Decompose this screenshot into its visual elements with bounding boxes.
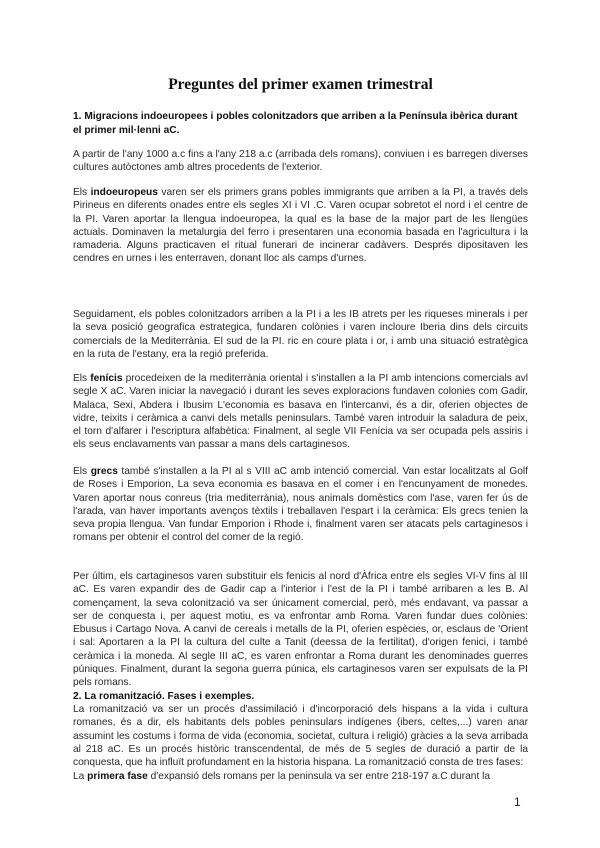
bold-term-primera-fase: primera fase <box>87 771 148 782</box>
page-title: Preguntes del primer examen trimestral <box>168 76 433 93</box>
paragraph-lead: Els <box>73 187 91 198</box>
paragraph-intro: A partir de l'any 1000 a.c fins a l'any 218 a.c (arribada dels romans), conviuen i es barregen diverses cultures autòctones amb altres procedents de l'exterior. <box>73 149 528 174</box>
bold-term-grecs: grecs <box>90 466 118 477</box>
bold-term-fenicis: fenícis <box>90 373 123 384</box>
paragraph-rest: varen ser els primers grans pobles immigrants que arriben a la PI, a través dels Pirineus en diferents onades entre els segles XI i VI .C. Varen ocupar sobretot el nord i el centre de la PI. Varen aportar la llengua indoeuropea, la qual es la base de la major part de les llengües actuals. Dominaven la metalurgia del ferro i presentaren una economia basada en l'agricultura i la ramaderia. Alguns practicaven el ritual funerari de incinerar cadàvers. Després dipositaven les cendres en urnes i les enterraven, donant lloc als camps d'urnes. <box>73 187 529 265</box>
paragraph-rest: d'expansió dels romans per la peninsula va ser entre 218-197 a.C durant la <box>147 771 491 782</box>
paragraph-indoeuropeus <box>73 186 528 266</box>
bold-term-indoeuropeus: indoeuropeus <box>90 187 158 198</box>
page-number: 1 <box>514 795 521 809</box>
paragraph-grecs <box>73 465 528 545</box>
paragraph-romanitzacio: La romanització va ser un procés d'assimilació i d'incorporació dels hispans a la vida i cultura romanes, és a dir, els habitants dels pobles peninsulars indígenes (ibers, celtes,...) varen anar assumint les costums i forma de vida (economia, societat, cultura i religió) gràcies a la seva arribada al 218 aC. Es un procés històric transcendental, de més de 5 segles de duració a partir de la conquesta, que ha influït profundament en la historia hispana. La romanització consta de tres fases: <box>73 704 528 769</box>
paragraph-primera-fase <box>73 770 528 783</box>
section-heading-1: 1. Migracions indoeuropees i pobles colonitzadors que arriben a la Península ibèrica durant el primer mil·lenni aC. <box>73 111 518 136</box>
paragraph-fenicis <box>73 372 528 452</box>
paragraph-lead: La <box>73 771 88 782</box>
paragraph-lead: Els <box>73 466 91 477</box>
paragraph-lead: Els <box>73 373 91 384</box>
paragraph-colonitzadors: Seguidament, els pobles colonitzadors arriben a la PI i a les IB atrets per les riqueses minerals i per la seva posició geografica estrategica, fundaren colònies i varen incloure Iberia dins dels circuits comercials de la Mediterrània. El sud de la PI. ric en coure plata i or, i amb una situació estratègica en la ruta de l'estany, era la regió preferida. <box>73 309 528 360</box>
section-heading-2: 2. La romanització. Fases i exemples. <box>73 691 255 702</box>
paragraph-rest: procedeixen de la mediterrània oriental i s'installen a la PI amb intencions comercials avl segle X aC. Varen iniciar la navegació i durant les seves exploracions fundaven colonies com Gadir, Malaca, Sexi, Abdera i Ibusim L'economia es basava en l'intercanvi, és a dir, oferien objectes de vidre, teixits i ceràmica a canvi dels metalls peninsulars. També varen introduir la saladura de peix, el torn d'alfarer i l'escriptura alfabètica: Finalment, al segle VII Fenícia va ser ocupada pels assiris i els seus enclavaments van passar a mans dels cartaginesos. <box>73 373 528 451</box>
paragraph-rest: també s'installen a la PI al s VIII aC amb intenció comercial. Van estar localitzats al Golf de Roses i Emporion, La seva economia es basava en el comer i en l'encunyament de monedes. Varen aportar nous conreus (tria mediterrània), nous animals domèstics com l'ase, varen fer ús de l'arada, van haver importants avenços tèxtils i treballaven l'espart i la ceràmica: Els grecs tenien la seva propia llengua. Van fundar Emporion i Rhode i, finalment varen ser atacats pels cartaginesos i romans per obtenir el control del comer de la regió. <box>73 466 529 544</box>
paragraph-cartaginesos: Per últim, els cartaginesos varen substituir els fenicis al nord d'Àfrica entre els segles VI-V fins al III aC. Es varen expandir des de Gadir cap a l'interior i l'est de la PI i també arribaren a les B. Al començament, la seva colonització va ser únicament comercial, però, més endavant, va passar a ser de conquesta i, per aquest motiu, es va enfrontar amb Roma. Varen fundar dues colònies: Ebusus i Cartago Nova. A canvi de cereals i metalls de la PI, oferien espècies, or, esclaus de 'Orient i sal: Aportaren a la PI la cultura del culte a Tanit (deessa de la fertilitat), d'origen fenici, i també ceràmica i la moneda. Al segle III aC, es varen enfrontar a Roma durant les denominades guerres púniques. Finalment, durant la segona guerra púnica, els cartaginesos varen ser expulsats de la PI pels romans. <box>73 571 528 689</box>
